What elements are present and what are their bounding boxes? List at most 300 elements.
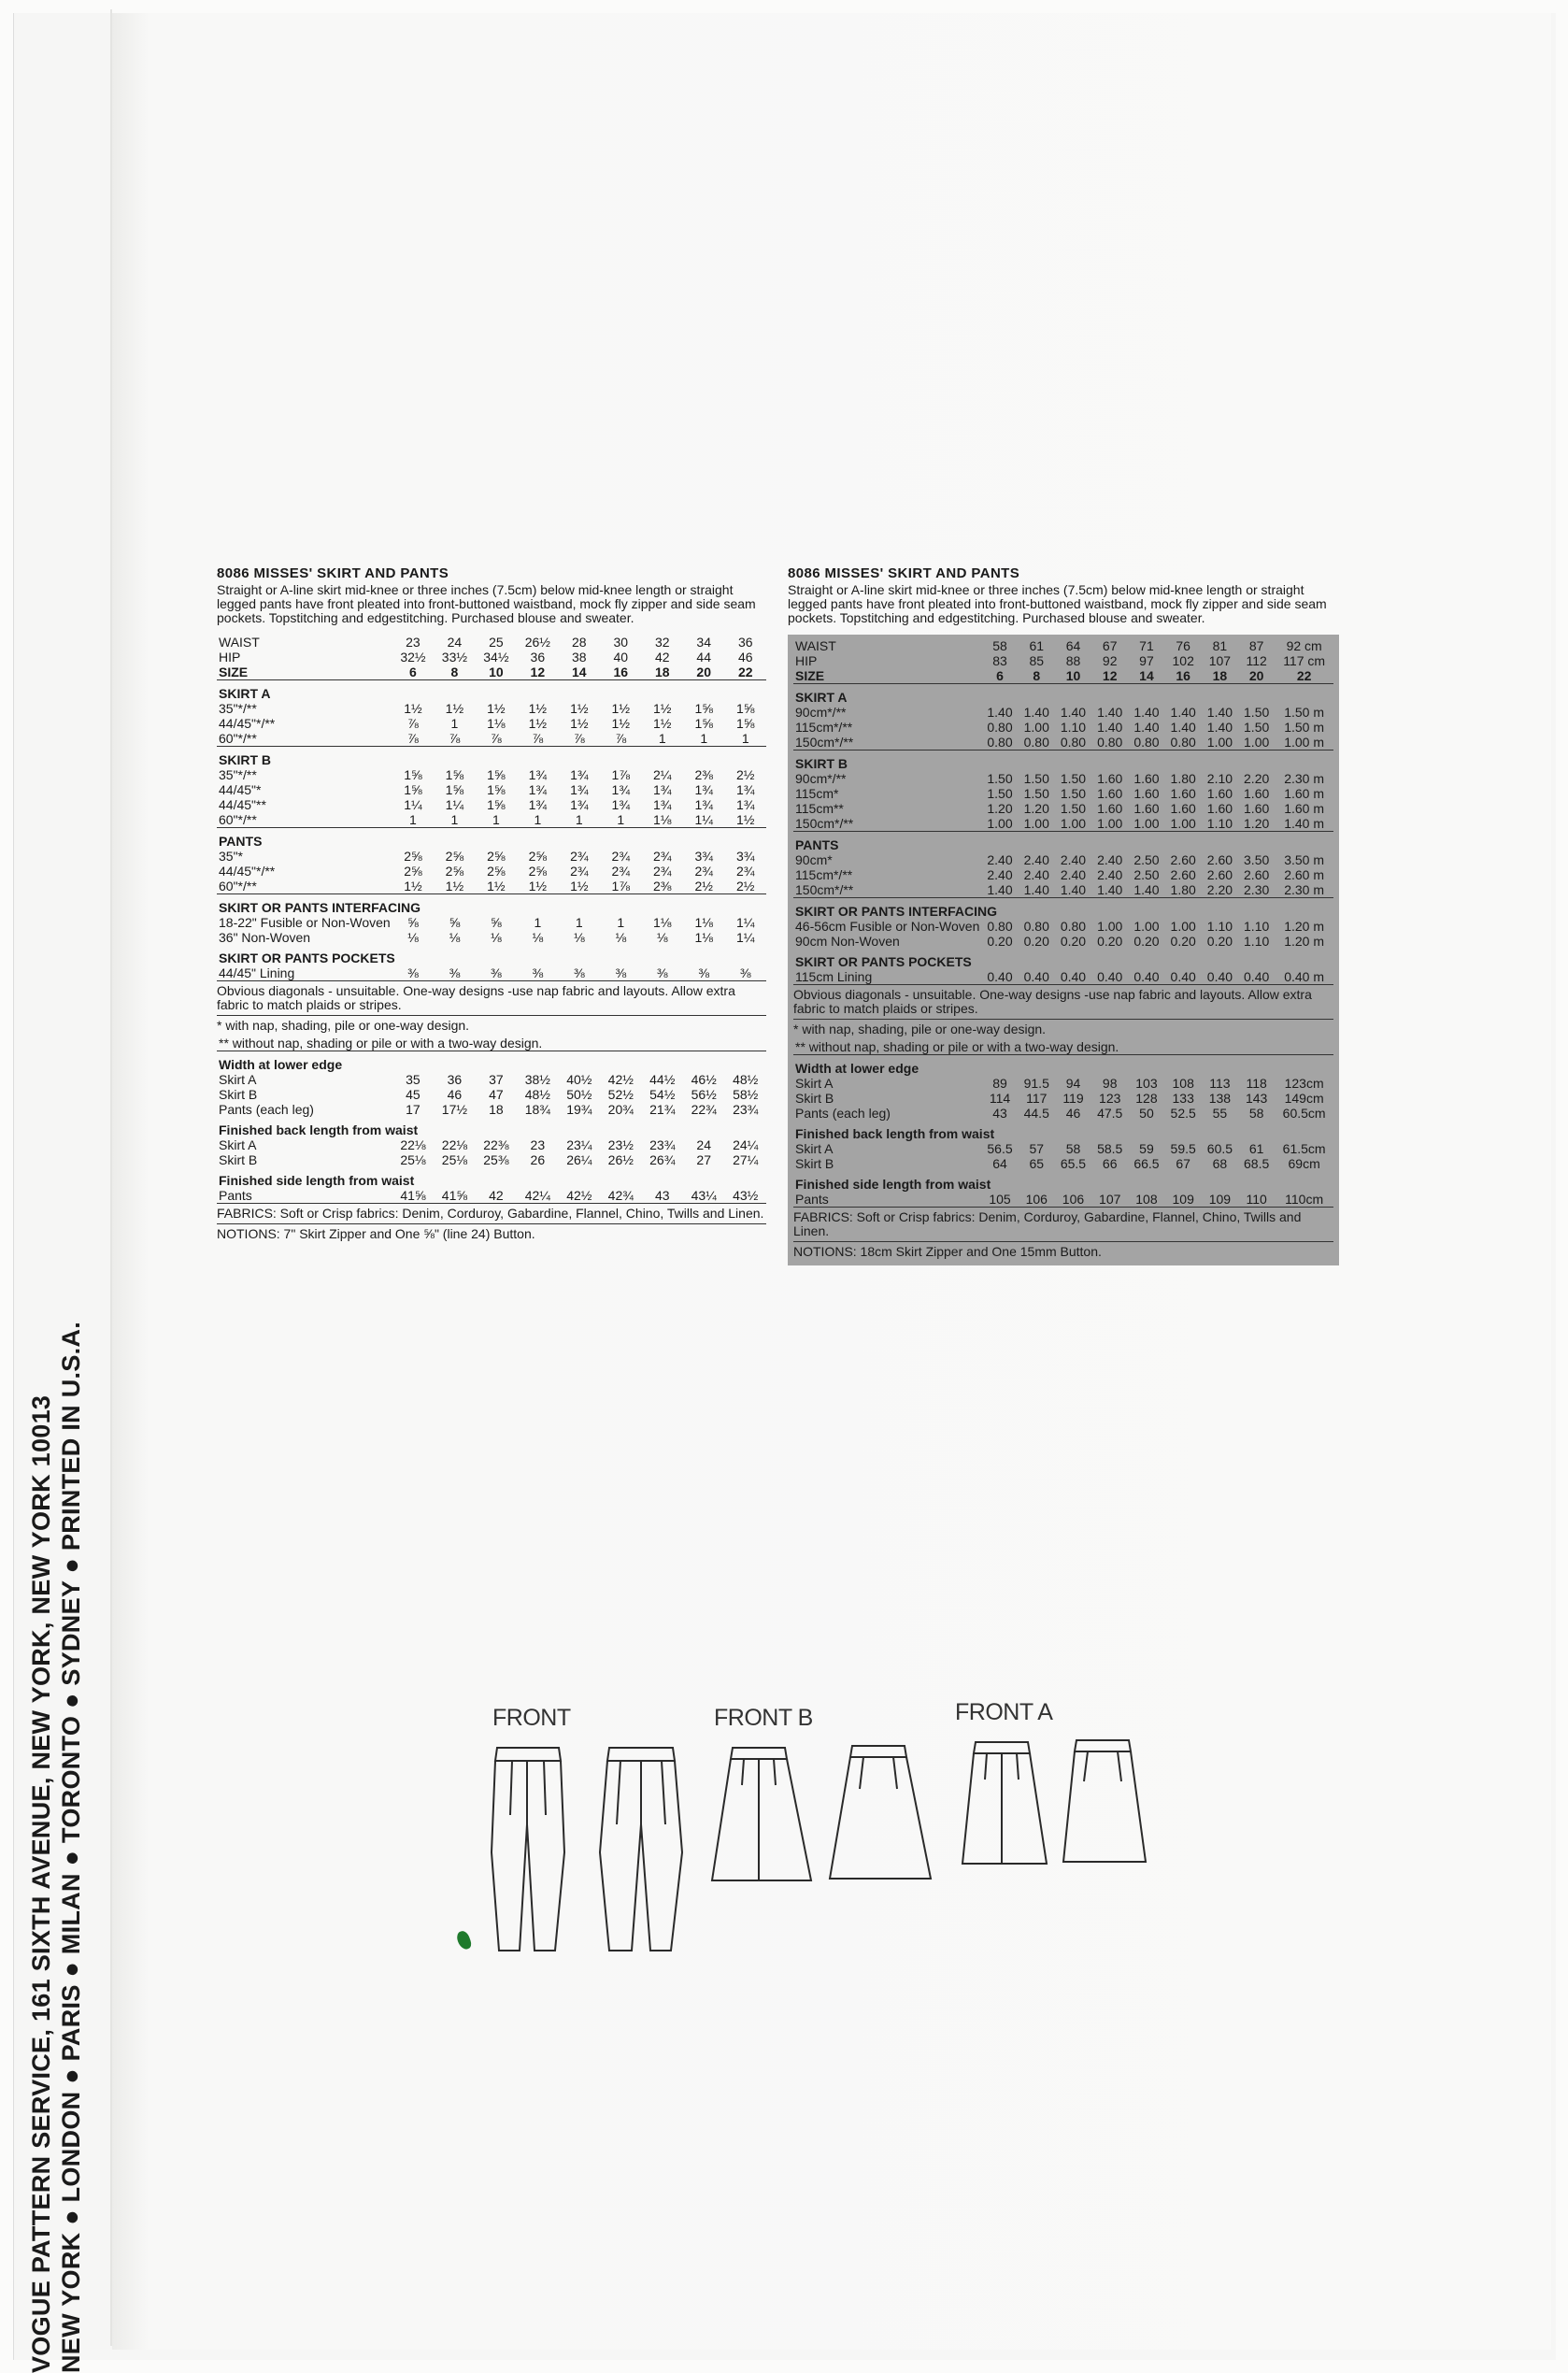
- row-label: 115cm Lining: [795, 969, 873, 984]
- table-cell: 18: [489, 1102, 504, 1117]
- row-label: Pants (each leg): [795, 1106, 891, 1121]
- table-cell: 81: [1212, 638, 1228, 653]
- table-cell: 42¼: [524, 1188, 550, 1203]
- table-cell: 1.60: [1244, 801, 1270, 816]
- table-cell: 1¼: [694, 812, 713, 827]
- table-cell: 0.80: [1023, 919, 1049, 934]
- table-cell: 69cm: [1288, 1156, 1320, 1171]
- table-cell: 1⅝: [445, 767, 464, 782]
- table-cell: 89: [992, 1076, 1007, 1091]
- table-cell: 1.80: [1170, 882, 1196, 897]
- table-cell: 1: [575, 915, 583, 930]
- table-cell: 0.40: [1097, 969, 1123, 984]
- row-label: HIP: [219, 650, 241, 665]
- table-cell: 1⅝: [487, 767, 506, 782]
- pattern-title: 8086 MISSES' SKIRT AND PANTS: [217, 565, 449, 581]
- table-cell: 23: [406, 635, 421, 650]
- section-heading: SKIRT A: [793, 684, 1333, 706]
- table-cell: 1½: [528, 701, 548, 716]
- table-cell: ⅝: [491, 915, 502, 930]
- table-cell: 1½: [528, 879, 548, 893]
- table-cell: 60.5cm: [1282, 1106, 1326, 1121]
- table-cell: 1.10: [1060, 720, 1087, 735]
- table-cell: 27: [696, 1152, 711, 1167]
- row-label: Skirt B: [219, 1087, 258, 1102]
- table-cell: 1.00: [1170, 816, 1196, 831]
- table-cell: 1.40: [1023, 882, 1049, 897]
- table-cell: ⅛: [615, 930, 627, 945]
- row-label: 150cm*/**: [795, 735, 854, 750]
- note-row: [793, 1020, 1333, 1040]
- table-cell: 1¼: [445, 797, 464, 812]
- table-row: [793, 969, 1333, 985]
- table-cell: 8: [1033, 668, 1041, 683]
- row-label: 18-22" Fusible or Non-Woven: [219, 915, 391, 930]
- table-cell: 2⅝: [404, 849, 422, 864]
- table-cell: 1½: [570, 701, 589, 716]
- table-cell: 113: [1209, 1076, 1231, 1091]
- imperial-yardage-column: [217, 566, 766, 1244]
- table-cell: 26¼: [566, 1152, 592, 1167]
- row-label: 35"*/**: [219, 701, 257, 716]
- table-cell: 14: [572, 665, 587, 679]
- table-cell: 61.5cm: [1282, 1141, 1326, 1156]
- table-cell: 1⅛: [694, 930, 713, 945]
- table-cell: 1: [658, 731, 666, 746]
- table-cell: 28: [572, 635, 587, 650]
- metric-yardage-column: [788, 566, 1339, 1265]
- table-cell: 1.00: [1097, 816, 1123, 831]
- table-cell: 1.40: [1170, 720, 1196, 735]
- table-cell: 1.50 m: [1284, 720, 1325, 735]
- table-cell: 68: [1212, 1156, 1228, 1171]
- section-heading: PANTS: [217, 828, 766, 850]
- table-cell: 44: [696, 650, 711, 665]
- table-cell: 44.5: [1023, 1106, 1049, 1121]
- row-label: Skirt B: [219, 1152, 258, 1167]
- table-cell: 0.80: [1060, 735, 1087, 750]
- table-cell: 1¾: [528, 797, 548, 812]
- table-cell: 1.40: [987, 882, 1013, 897]
- table-cell: 38½: [524, 1072, 550, 1087]
- table-cell: 20: [696, 665, 711, 679]
- section-heading-row: [217, 1117, 766, 1137]
- table-cell: 2⅜: [653, 879, 672, 893]
- table-cell: 46½: [691, 1072, 717, 1087]
- skirt-a-front-sketch-1: [959, 1737, 1052, 1867]
- note-row: [793, 1039, 1333, 1055]
- diagonals-note: Obvious diagonals - unsuitable. One-way designs -use nap fabric and layouts. Allow extra fabric to match plaids or stripes.: [793, 985, 1333, 1020]
- table-cell: 23¼: [566, 1137, 592, 1152]
- table-cell: 1.60: [1206, 786, 1233, 801]
- table-cell: 1.40: [1097, 882, 1123, 897]
- table-cell: 1.10: [1244, 919, 1270, 934]
- table-cell: 2½: [735, 879, 755, 893]
- row-label: Skirt A: [795, 1141, 834, 1156]
- table-row: [217, 635, 766, 650]
- table-row: [217, 650, 766, 665]
- table-cell: 2.40: [1023, 867, 1049, 882]
- table-cell: 2⅝: [487, 849, 506, 864]
- table-cell: 20: [1248, 668, 1264, 683]
- notions-note: NOTIONS: 18cm Skirt Zipper and One 15mm Button.: [793, 1242, 1333, 1263]
- table-cell: 1½: [611, 716, 631, 731]
- section-heading: SKIRT B: [217, 747, 766, 768]
- row-label: Skirt B: [795, 1091, 834, 1106]
- table-cell: 42: [489, 1188, 504, 1203]
- table-cell: 48½: [524, 1087, 550, 1102]
- yardage-table: [217, 635, 766, 1244]
- table-row: [793, 816, 1333, 832]
- row-label: 44/45"*/**: [219, 716, 276, 731]
- table-cell: 17: [406, 1102, 421, 1117]
- note-row: [793, 1242, 1333, 1263]
- table-row: [217, 965, 766, 981]
- row-label: 35"*: [219, 849, 243, 864]
- table-cell: 1: [409, 812, 417, 827]
- table-cell: 1⅞: [611, 879, 631, 893]
- note-row: [217, 1204, 766, 1224]
- table-cell: 38: [572, 650, 587, 665]
- table-cell: 23: [530, 1137, 546, 1152]
- table-cell: 114: [989, 1091, 1011, 1106]
- table-cell: 1.50: [1244, 720, 1270, 735]
- table-cell: 25⅜: [483, 1152, 509, 1167]
- table-cell: 25⅛: [441, 1152, 468, 1167]
- section-heading-row: [793, 1121, 1333, 1141]
- row-label: 44/45"*: [219, 782, 262, 797]
- nap-note: * with nap, shading, pile or one-way design.: [793, 1020, 1333, 1040]
- table-cell: 1: [700, 731, 708, 746]
- table-cell: 1.40: [1206, 720, 1233, 735]
- table-cell: 65: [1029, 1156, 1045, 1171]
- table-cell: 2.60: [1170, 867, 1196, 882]
- table-cell: ⅜: [491, 965, 502, 980]
- row-label: Pants: [219, 1188, 252, 1203]
- table-cell: 16: [613, 665, 629, 679]
- pants-front-sketch-1: [486, 1740, 589, 1955]
- table-row: [793, 1192, 1333, 1208]
- table-cell: 12: [530, 665, 546, 679]
- table-cell: 0.20: [1023, 934, 1049, 949]
- table-cell: 1.40: [987, 705, 1013, 720]
- table-cell: 37: [489, 1072, 504, 1087]
- section-heading-row: [793, 949, 1333, 969]
- table-cell: 2¾: [611, 864, 631, 879]
- section-heading-row: [217, 1051, 766, 1073]
- table-cell: ⅝: [407, 915, 419, 930]
- table-cell: 50: [1139, 1106, 1154, 1121]
- table-row: [217, 701, 766, 716]
- table-cell: 2.60: [1170, 852, 1196, 867]
- table-cell: 0.80: [1133, 735, 1160, 750]
- table-cell: 14: [1139, 668, 1154, 683]
- table-cell: 1.40: [1097, 705, 1123, 720]
- table-row: [793, 882, 1333, 898]
- table-cell: ⅛: [656, 930, 668, 945]
- pattern-description: Straight or A-line skirt mid-knee or three inches (7.5cm) below mid-knee length or straight legged pants have front pleated into front-buttoned waistband, mock fly zipper and side seam pockets. Topstitching and edgestitching. Purchased blouse and sweater.: [217, 582, 756, 625]
- table-cell: 1.50: [1060, 786, 1087, 801]
- row-label: 150cm*/**: [795, 882, 854, 897]
- table-cell: 26¾: [649, 1152, 676, 1167]
- table-cell: 109: [1208, 1192, 1232, 1207]
- table-cell: 68.5: [1244, 1156, 1270, 1171]
- row-label: 46-56cm Fusible or Non-Woven: [795, 919, 980, 934]
- note-row: [217, 1224, 766, 1245]
- table-cell: 2⅜: [694, 767, 713, 782]
- table-row: [793, 1076, 1333, 1091]
- row-label: 115cm*/**: [795, 867, 853, 882]
- table-cell: 1¼: [404, 797, 422, 812]
- table-cell: 24¼: [733, 1137, 759, 1152]
- section-heading: Finished side length from waist: [219, 1173, 415, 1188]
- table-row: [217, 716, 766, 731]
- table-cell: 85: [1029, 653, 1045, 668]
- row-label: 90cm Non-Woven: [795, 934, 900, 949]
- row-label: 90cm*/**: [795, 771, 847, 786]
- table-row: [217, 849, 766, 864]
- table-cell: 83: [992, 653, 1007, 668]
- table-cell: 106: [1025, 1192, 1048, 1207]
- table-cell: 66: [1102, 1156, 1118, 1171]
- table-row: [217, 782, 766, 797]
- table-cell: 1¾: [570, 782, 589, 797]
- table-cell: 23¾: [649, 1137, 676, 1152]
- table-cell: 2.60: [1206, 867, 1233, 882]
- table-cell: 1.60: [1206, 801, 1233, 816]
- table-cell: 1½: [445, 879, 464, 893]
- table-cell: 40½: [566, 1072, 592, 1087]
- table-row: [217, 879, 766, 894]
- table-cell: 76: [1176, 638, 1190, 653]
- table-cell: 108: [1172, 1076, 1194, 1091]
- table-cell: ⅜: [573, 965, 585, 980]
- table-cell: 46: [447, 1087, 463, 1102]
- table-cell: 0.20: [1170, 934, 1196, 949]
- section-heading: Width at lower edge: [793, 1055, 1333, 1077]
- note-row: [217, 1036, 766, 1051]
- table-cell: 18: [654, 665, 670, 679]
- table-cell: 2⅝: [445, 849, 464, 864]
- table-cell: 98: [1102, 1076, 1118, 1091]
- table-cell: 1⅝: [404, 767, 422, 782]
- table-cell: ⅛: [573, 930, 585, 945]
- table-cell: 2.20: [1244, 771, 1270, 786]
- metric-shaded-panel: [788, 635, 1339, 1265]
- table-cell: 1.60: [1097, 771, 1123, 786]
- table-cell: 2¼: [653, 767, 672, 782]
- table-cell: 133: [1172, 1091, 1194, 1106]
- section-heading-row: [217, 1167, 766, 1188]
- table-cell: 0.80: [1170, 735, 1196, 750]
- table-cell: 1.00: [1133, 816, 1160, 831]
- row-label: WAIST: [219, 635, 260, 650]
- table-cell: 27¼: [733, 1152, 759, 1167]
- table-cell: 0.80: [987, 919, 1013, 934]
- table-cell: 59: [1139, 1141, 1154, 1156]
- table-cell: 36: [447, 1072, 463, 1087]
- table-cell: 1.40: [1133, 882, 1160, 897]
- table-cell: 0.40: [1206, 969, 1233, 984]
- row-label: 115cm*: [795, 786, 839, 801]
- table-cell: 0.40: [987, 969, 1013, 984]
- table-cell: ⅞: [615, 731, 627, 746]
- table-cell: 2.60 m: [1284, 867, 1325, 882]
- table-cell: 1: [450, 812, 459, 827]
- publisher-address: VOGUE PATTERN SERVICE, 161 SIXTH AVENUE, NEW YORK, NEW YORK 10013: [27, 1394, 55, 2373]
- table-cell: 1: [534, 812, 542, 827]
- table-cell: 43¼: [691, 1188, 717, 1203]
- table-cell: 1: [534, 915, 542, 930]
- table-cell: 1¾: [570, 767, 589, 782]
- table-cell: 1.10: [1244, 934, 1270, 949]
- row-label: 44/45" Lining: [219, 965, 295, 980]
- table-cell: 123: [1099, 1091, 1121, 1106]
- table-cell: 1.50: [1023, 771, 1049, 786]
- table-cell: 0.80: [987, 720, 1013, 735]
- table-cell: 1.20 m: [1284, 919, 1325, 934]
- row-label: HIP: [795, 653, 818, 668]
- table-cell: ⅜: [407, 965, 419, 980]
- table-cell: 1.50: [1023, 786, 1049, 801]
- table-cell: 1.40: [1133, 705, 1160, 720]
- section-heading-row: [217, 680, 766, 702]
- table-cell: 60.5: [1206, 1141, 1233, 1156]
- table-cell: 22: [1296, 668, 1312, 683]
- table-cell: 0.20: [1133, 934, 1160, 949]
- section-heading: SKIRT A: [217, 680, 766, 702]
- fabrics-note: FABRICS: Soft or Crisp fabrics: Denim, Corduroy, Gabardine, Flannel, Chino, Twills and Linen.: [793, 1208, 1333, 1242]
- table-cell: 2.40: [1097, 852, 1123, 867]
- table-cell: 0.40: [1244, 969, 1270, 984]
- row-label: 36" Non-Woven: [219, 930, 311, 945]
- table-cell: 1¾: [528, 782, 548, 797]
- pattern-title: 8086 MISSES' SKIRT AND PANTS: [788, 565, 1020, 581]
- table-row: [793, 735, 1333, 750]
- row-label: 115cm*/**: [795, 720, 853, 735]
- table-cell: 41⅝: [400, 1188, 426, 1203]
- table-cell: ⅛: [449, 930, 461, 945]
- table-cell: 2⅝: [445, 864, 464, 879]
- table-cell: 109: [1172, 1192, 1194, 1207]
- table-cell: 71: [1139, 638, 1154, 653]
- publisher-strip: [26, 737, 86, 2373]
- table-cell: 42½: [607, 1072, 634, 1087]
- table-cell: 1½: [404, 879, 422, 893]
- table-cell: 1.00: [1060, 816, 1087, 831]
- table-cell: 2¾: [611, 849, 631, 864]
- table-cell: 42½: [566, 1188, 592, 1203]
- table-cell: 47.5: [1097, 1106, 1123, 1121]
- section-heading: SKIRT OR PANTS INTERFACING: [217, 894, 766, 916]
- table-cell: 119: [1062, 1091, 1084, 1106]
- table-cell: 2.40: [987, 852, 1013, 867]
- table-cell: 20¾: [607, 1102, 634, 1117]
- table-cell: 2.10: [1206, 771, 1233, 786]
- table-cell: ⅞: [573, 731, 585, 746]
- table-cell: 32: [654, 635, 670, 650]
- table-cell: 1½: [528, 716, 548, 731]
- table-cell: 21¾: [649, 1102, 676, 1117]
- table-cell: 2¾: [694, 864, 713, 879]
- section-heading-row: [217, 945, 766, 965]
- table-cell: 18: [1212, 668, 1228, 683]
- table-cell: 123cm: [1284, 1076, 1324, 1091]
- table-cell: 1.60: [1097, 786, 1123, 801]
- table-cell: ⅛: [491, 930, 502, 945]
- table-cell: 46: [1065, 1106, 1081, 1121]
- table-row: [793, 705, 1333, 720]
- table-cell: 1.80: [1170, 771, 1196, 786]
- table-cell: 0.20: [1060, 934, 1087, 949]
- table-cell: 1½: [735, 812, 755, 827]
- table-cell: 48½: [733, 1072, 759, 1087]
- table-cell: 2.30 m: [1284, 882, 1325, 897]
- table-cell: 118: [1246, 1076, 1267, 1091]
- table-cell: 1½: [404, 701, 422, 716]
- table-cell: 55: [1212, 1106, 1228, 1121]
- table-cell: ⅜: [532, 965, 544, 980]
- table-cell: 0.20: [987, 934, 1013, 949]
- section-heading-row: [793, 832, 1333, 853]
- table-cell: 117 cm: [1283, 653, 1326, 668]
- table-cell: 67: [1176, 1156, 1190, 1171]
- table-cell: 2.50: [1133, 867, 1160, 882]
- table-cell: 107: [1099, 1192, 1121, 1207]
- table-cell: 8: [450, 665, 459, 679]
- section-heading-row: [793, 1171, 1333, 1192]
- row-label: 90cm*: [795, 852, 833, 867]
- table-cell: 128: [1135, 1091, 1158, 1106]
- table-cell: 1.00: [1097, 919, 1123, 934]
- note-row: [217, 981, 766, 1016]
- table-cell: 1: [492, 812, 500, 827]
- table-cell: 143: [1245, 1091, 1268, 1106]
- table-cell: 67: [1102, 638, 1118, 653]
- table-cell: 1.50: [987, 771, 1013, 786]
- table-cell: 2⅝: [528, 864, 548, 879]
- table-row: [793, 771, 1333, 786]
- front-label: FRONT: [492, 1705, 571, 1731]
- table-cell: 26½: [524, 635, 550, 650]
- table-cell: 1⅝: [445, 782, 464, 797]
- table-cell: 107: [1208, 653, 1232, 668]
- front-b-label: FRONT B: [714, 1705, 813, 1731]
- table-cell: 2.30 m: [1284, 771, 1325, 786]
- table-cell: ⅝: [449, 915, 461, 930]
- nap-note: ** without nap, shading or pile or with a two-way design.: [795, 1039, 1119, 1054]
- table-cell: 1.60: [1170, 786, 1196, 801]
- table-row: [217, 915, 766, 930]
- table-cell: 32½: [400, 650, 426, 665]
- table-cell: 2¾: [735, 864, 755, 879]
- row-label: SIZE: [795, 668, 825, 683]
- table-cell: 56½: [691, 1087, 717, 1102]
- table-cell: 40: [613, 650, 629, 665]
- table-cell: 25⅛: [400, 1152, 426, 1167]
- table-cell: 1⅛: [694, 915, 713, 930]
- table-row: [793, 668, 1333, 684]
- table-cell: 26: [530, 1152, 546, 1167]
- table-cell: 2.20: [1206, 882, 1233, 897]
- table-cell: 2⅝: [487, 864, 506, 879]
- table-row: [217, 930, 766, 945]
- table-cell: 1.00 m: [1284, 735, 1325, 750]
- table-cell: 64: [992, 1156, 1007, 1171]
- table-cell: 65.5: [1060, 1156, 1087, 1171]
- table-cell: 1.00: [1023, 816, 1049, 831]
- table-cell: 58½: [733, 1087, 759, 1102]
